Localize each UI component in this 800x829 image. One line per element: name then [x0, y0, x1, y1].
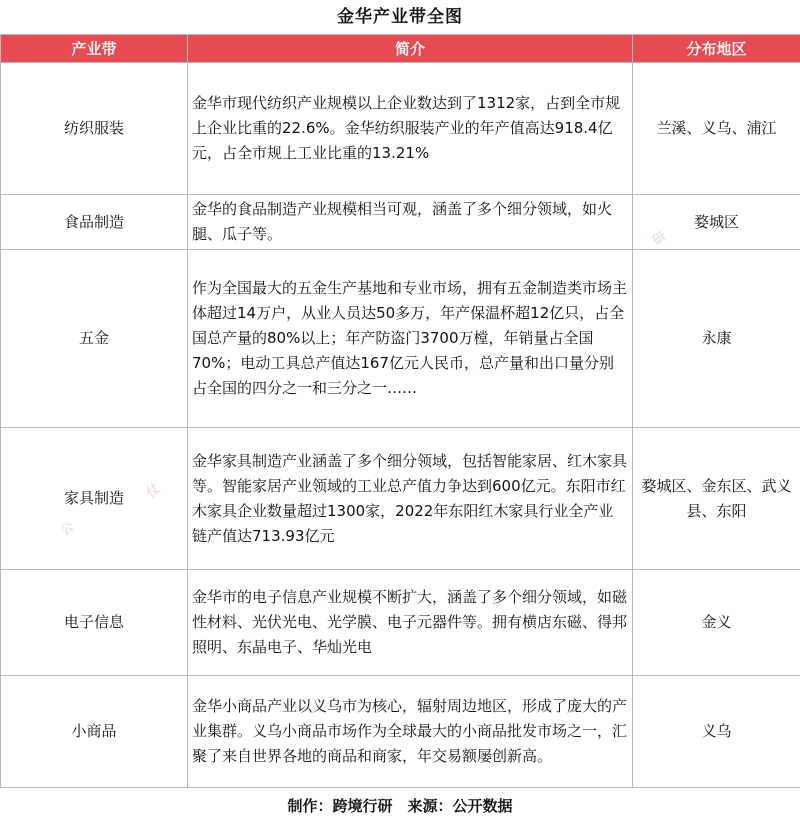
intro-cell: 作为全国最大的五金生产基地和专业市场，拥有五金制造类市场主体超过14万户，从业人员达50多万，年产保温杯超12亿只，占全国总产量的80%以上；年产防盗门3700万樘，年销量占全国70%；电动工具总产值达167亿元人民币，总产量和出口量分别占全国的四分之一和三分之一……	[188, 250, 633, 428]
table-row	[1, 570, 800, 676]
intro-cell: 金华家具制造产业涵盖了多个细分领域，包括智能家居、红木家具等。智能家居产业领域的工业总产值力争达到600亿元。东阳市红木家具企业数量超过1300家，2022年东阳红木家具行业全产业链产值达713.93亿元	[188, 428, 633, 570]
industry-cell: 纺织服装	[1, 63, 188, 195]
table-row	[1, 676, 800, 788]
table-header-row	[1, 35, 800, 63]
intro-cell: 金华小商品产业以义乌市为核心，辐射周边地区，形成了庞大的产业集群。义乌小商品市场作为全球最大的小商品批发市场之一，汇聚了来自世界各地的商品和商家，年交易额屡创新高。	[188, 676, 633, 788]
table-row	[1, 250, 800, 428]
table-row	[1, 195, 800, 250]
region-cell: 婺城区、金东区、武义县、东阳	[633, 428, 800, 570]
industry-table	[0, 34, 800, 788]
table-row	[1, 63, 800, 195]
page-title: 金华产业带全图	[337, 7, 463, 27]
industry-cell: 五金	[1, 250, 188, 428]
intro-cell: 金华的食品制造产业规模相当可观，涵盖了多个细分领域，如火腿、瓜子等。	[188, 195, 633, 250]
region-cell: 婺城区	[633, 195, 800, 250]
watermark-mark: 公	[58, 519, 78, 540]
intro-cell: 金华市现代纺织产业规模以上企业数达到了1312家，占到全市规上企业比重的22.6%。金华纺织服装产业的年产值高达918.4亿元，占全市规上工业比重的13.21%	[188, 63, 633, 195]
source-footer: 制作：跨境行研 来源：公开数据	[287, 797, 513, 815]
region-cell: 永康	[633, 250, 800, 428]
region-cell: 兰溪、义乌、浦江	[633, 63, 800, 195]
industry-cell: 小商品	[1, 676, 188, 788]
industry-cell: 电子信息	[1, 570, 188, 676]
header-region: 分布地区	[633, 35, 800, 63]
region-cell: 金义	[633, 570, 800, 676]
watermark-mark: 研	[650, 229, 670, 250]
industry-cell: 食品制造	[1, 195, 188, 250]
region-cell: 义乌	[633, 676, 800, 788]
industry-cell: 家具制造	[1, 428, 188, 570]
header-industry: 产业带	[1, 35, 188, 63]
header-intro: 简介	[188, 35, 633, 63]
intro-cell: 金华市的电子信息产业规模不断扩大，涵盖了多个细分领域，如磁性材料、光伏光电、光学膜、电子元器件等。拥有横店东磁、得邦照明、东晶电子、华灿光电	[188, 570, 633, 676]
watermark-mark: 仗	[144, 481, 164, 502]
table-row	[1, 428, 800, 570]
